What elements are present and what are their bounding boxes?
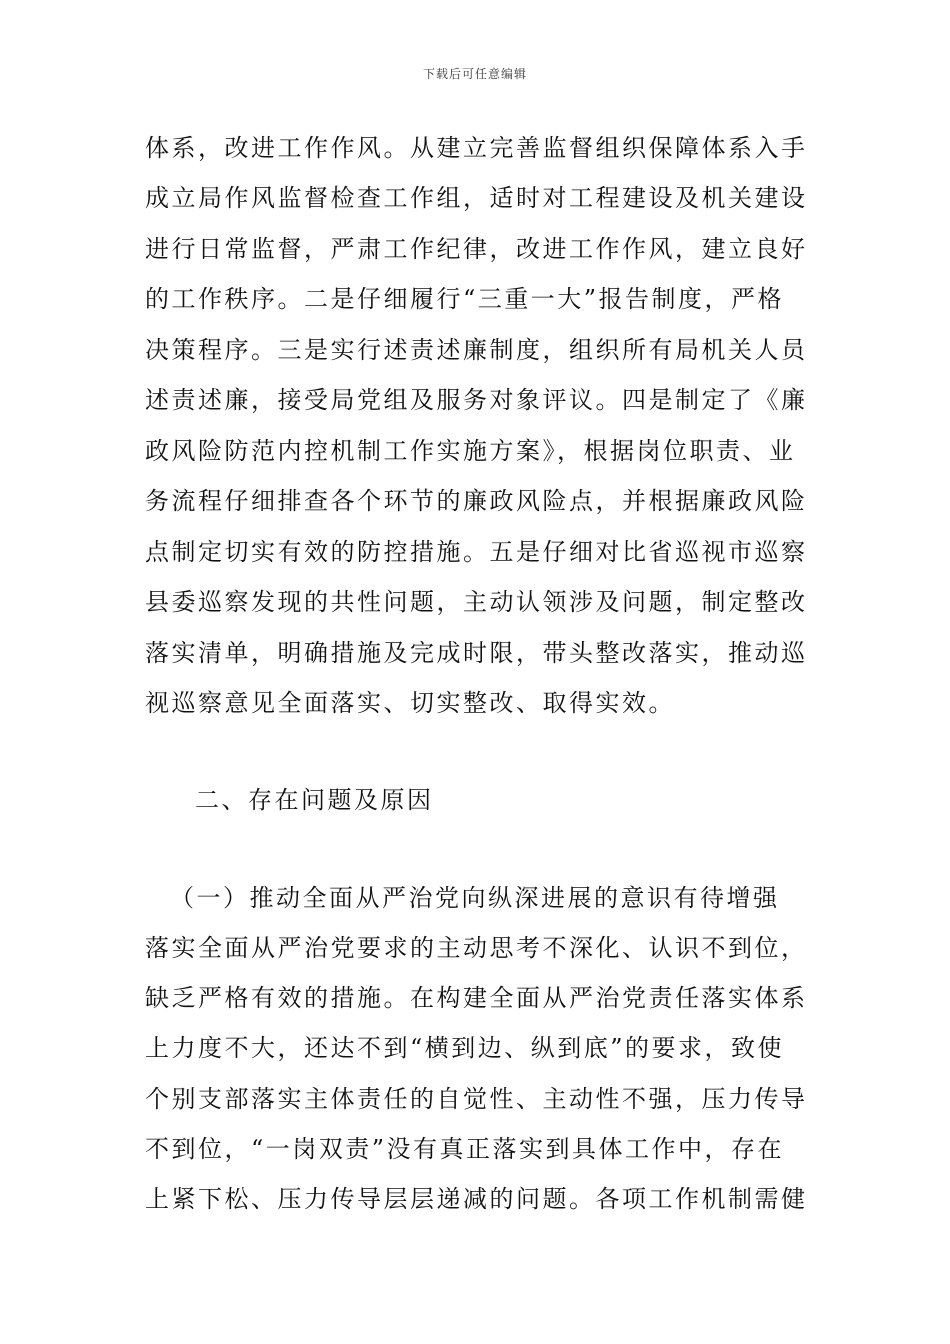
text-line: 个别支部落实主体责任的自觉性、主动性不强，压力传导	[145, 1085, 808, 1113]
text-line: 视巡察意见全面落实、切实整改、取得实效。	[145, 689, 675, 717]
text-line: 县委巡察发现的共性问题，主动认领涉及问题，制定整改	[145, 588, 808, 616]
text-line: 述责述廉，接受局党组及服务对象评议。四是制定了《廉	[145, 386, 808, 414]
text-line: 成立局作风监督检查工作组，适时对工程建设及机关建设	[145, 184, 808, 212]
text-line: 点制定切实有效的防控措施。五是仔细对比省巡视市巡察	[145, 538, 808, 566]
text-line: 上力度不大，还达不到“横到边、纵到底”的要求，致使	[145, 1034, 785, 1062]
text-line: 体系，改进工作作风。从建立完善监督组织保障体系入手	[145, 134, 808, 162]
section-heading: 二、存在问题及原因	[195, 786, 434, 814]
text-line: 决策程序。三是实行述责述廉制度，组织所有局机关人员	[145, 336, 808, 364]
text-line: 落实全面从严治党要求的主动思考不深化、认识不到位，	[145, 934, 808, 962]
text-line: 的工作秩序。二是仔细履行“三重一大”报告制度，严格	[145, 285, 785, 313]
text-line: 上紧下松、压力传导层层递减的问题。各项工作机制需健	[145, 1185, 808, 1213]
text-line: 不到位，“一岗双责”没有真正落实到具体工作中，存在	[145, 1135, 785, 1163]
text-line: （一）推动全面从严治党向纵深进展的意识有待增强	[170, 884, 780, 912]
text-line: 落实清单，明确措施及完成时限，带头整改落实，推动巡	[145, 639, 808, 667]
page-header: 下载后可任意编辑	[422, 67, 527, 81]
text-line: 务流程仔细排查各个环节的廉政风险点，并根据廉政风险	[145, 487, 808, 515]
text-line: 政风险防范内控机制工作实施方案》，根据岗位职责、业	[145, 437, 796, 465]
text-line: 进行日常监督，严肃工作纪律，改进工作作风，建立良好	[145, 235, 808, 263]
text-line: 缺乏严格有效的措施。在构建全面从严治党责任落实体系	[145, 984, 808, 1012]
